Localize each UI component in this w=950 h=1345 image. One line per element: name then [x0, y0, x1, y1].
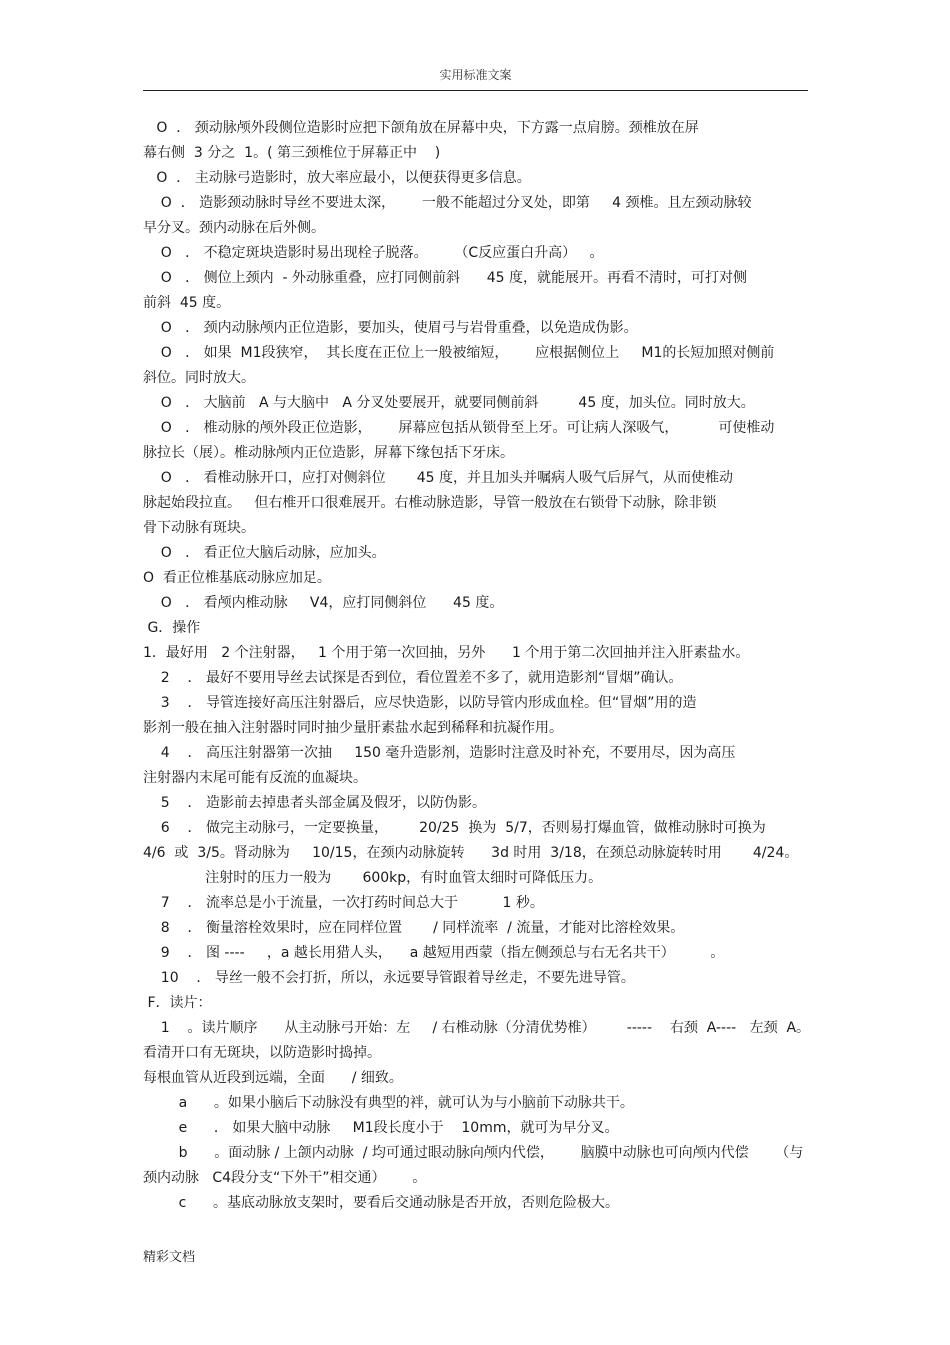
text-line: O ． 不稳定斑块造影时易出现栓子脱落。 （C反应蛋白升高） 。 [143, 245, 604, 261]
text-line: 骨下动脉有斑块。 [143, 520, 255, 536]
text-line: 5 ． 造影前去掉患者头部金属及假牙，以防伪影。 [143, 795, 486, 811]
page-header: 实用标准文案 [439, 68, 512, 82]
text-line: O ． 主动脉弓造影时，放大率应最小，以便获得更多信息。 [143, 170, 531, 186]
text-line: 前斜 45 度。 [143, 295, 231, 311]
text-line: O ． 颈内动脉颅内正位造影，要加头，使眉弓与岩骨重叠，以免造成伪影。 [143, 320, 638, 336]
text-line: 1．最好用 2 个注射器， 1 个用于第一次回抽，另外 1 个用于第二次回抽并注入肝素盐水。 [143, 645, 750, 661]
text-line: O ． 看椎动脉开口，应打对侧斜位 45 度，并且加头并嘱病人吸气后屏气，从而使椎动 [143, 470, 734, 486]
text-line: e ． 如果大脑中动脉 M1段长度小于 10mm，就可为早分叉。 [143, 1120, 619, 1136]
text-line: O 看正位椎基底动脉应加足。 [143, 570, 331, 586]
text-line: 4/6 或 3/5。肾动脉为 10/15，在颈内动脉旋转 3d 时用 3/18，在颈总动脉旋转时用 4/24。 [143, 845, 799, 861]
text-line: 3 ． 导管连接好高压注射器后，应尽快造影，以防导管内形成血栓。但“冒烟”用的造 [143, 695, 697, 711]
page-footer: 精彩文档 [143, 1250, 196, 1265]
text-line: 2 ． 最好不要用导丝去试探是否到位，看位置差不多了，就用造影剂“冒烟”确认。 [143, 670, 683, 686]
text-line: O ． 看颅内椎动脉 V4，应打同侧斜位 45 度。 [143, 595, 504, 611]
text-line: 斜位。同时放大。 [143, 370, 255, 386]
text-line: 4 ． 高压注射器第一次抽 150 毫升造影剂，造影时注意及时补充，不要用尽，因为高压 [143, 745, 736, 761]
text-line: 脉拉长（展）。椎动脉颅内正位造影，屏幕下缘包括下牙床。 [143, 445, 514, 461]
text-line: 脉起始段拉直。 但右椎开口很难展开。右椎动脉造影，导管一般放在右锁骨下动脉，除非锁 [143, 495, 717, 511]
text-line: 6 ． 做完主动脉弓，一定要换量， 20/25 换为 5/7，否则易打爆血管，做椎动脉时可换为 [143, 820, 766, 836]
text-line: O ． 造影颈动脉时导丝不要进太深， 一般不能超过分叉处，即第 4 颈椎。且左颈动脉较 [143, 195, 752, 211]
text-line: 10 ． 导丝一般不会打折，所以，永远要导管跟着导丝走，不要先进导管。 [143, 970, 635, 986]
text-line: 注射器内末尾可能有反流的血凝块。 [143, 770, 367, 786]
text-line: 颈内动脉 C4段分支“下外干”相交通） 。 [143, 1170, 427, 1186]
text-line: 看清开口有无斑块，以防造影时捣掉。 [143, 1045, 381, 1061]
text-line: 幕右侧 3 分之 1。( 第三颈椎位于屏幕正中 ) [143, 145, 441, 161]
text-line: 早分叉。颈内动脉在后外侧。 [143, 220, 325, 236]
text-line: a 。如果小脑后下动脉没有典型的袢，就可认为与小脑前下动脉共干。 [143, 1095, 634, 1111]
text-line: b 。面动脉 / 上颌内动脉 / 均可通过眼动脉向颅内代偿， 脑膜中动脉也可向颅内代偿 （与 [143, 1145, 804, 1161]
text-line: 9 ． 图 ---- ，a 越长用猎人头， a 越短用西蒙（指左侧颈总与右无名共干） 。 [143, 945, 725, 961]
text-line: 每根血管从近段到远端，全面 / 细致。 [143, 1070, 403, 1086]
text-line: F．读片： [143, 995, 212, 1011]
text-line: 8 ． 衡量溶栓效果时，应在同样位置 / 同样流率 / 流量，才能对比溶栓效果。 [143, 920, 685, 936]
text-line: O ． 侧位上颈内 - 外动脉重叠，应打同侧前斜 45 度，就能展开。再看不清时，可打对侧 [143, 270, 747, 286]
text-line: O ． 颈动脉颅外段侧位造影时应把下颌角放在屏幕中央，下方露一点肩膀。颈椎放在屏 [143, 120, 699, 136]
text-line: O ． 如果 M1段狭窄， 其长度在正位上一般被缩短， 应根据侧位上 M1的长短加照对侧前 [143, 345, 775, 361]
text-line: 影剂一般在抽入注射器时同时抽少量肝素盐水起到稀释和抗凝作用。 [143, 720, 563, 736]
text-line: 注射时的压力一般为 600kp，有时血管太细时可降低压力。 [143, 870, 603, 886]
text-line: 7 ． 流率总是小于流量，一次打药时间总大于 1 秒。 [143, 895, 544, 911]
text-line: G．操作 [143, 620, 201, 636]
text-line: O ． 椎动脉的颅外段正位造影， 屏幕应包括从锁骨至上牙。可让病人深吸气， 可使椎动 [143, 420, 775, 436]
text-line: 1 。读片顺序 从主动脉弓开始：左 / 右椎动脉（分清优势椎） ----- 右颈 A---- 左颈 A。 [143, 1020, 811, 1036]
text-line: O ． 大脑前 A 与大脑中 A 分叉处要展开，就要同侧前斜 45 度，加头位。同时放大。 [143, 395, 755, 411]
document-body [143, 116, 811, 1216]
text-line: O ． 看正位大脑后动脉，应加头。 [143, 545, 386, 561]
header-divider [143, 90, 808, 91]
text-line: c 。基底动脉放支架时，要看后交通动脉是否开放，否则危险极大。 [143, 1195, 619, 1211]
